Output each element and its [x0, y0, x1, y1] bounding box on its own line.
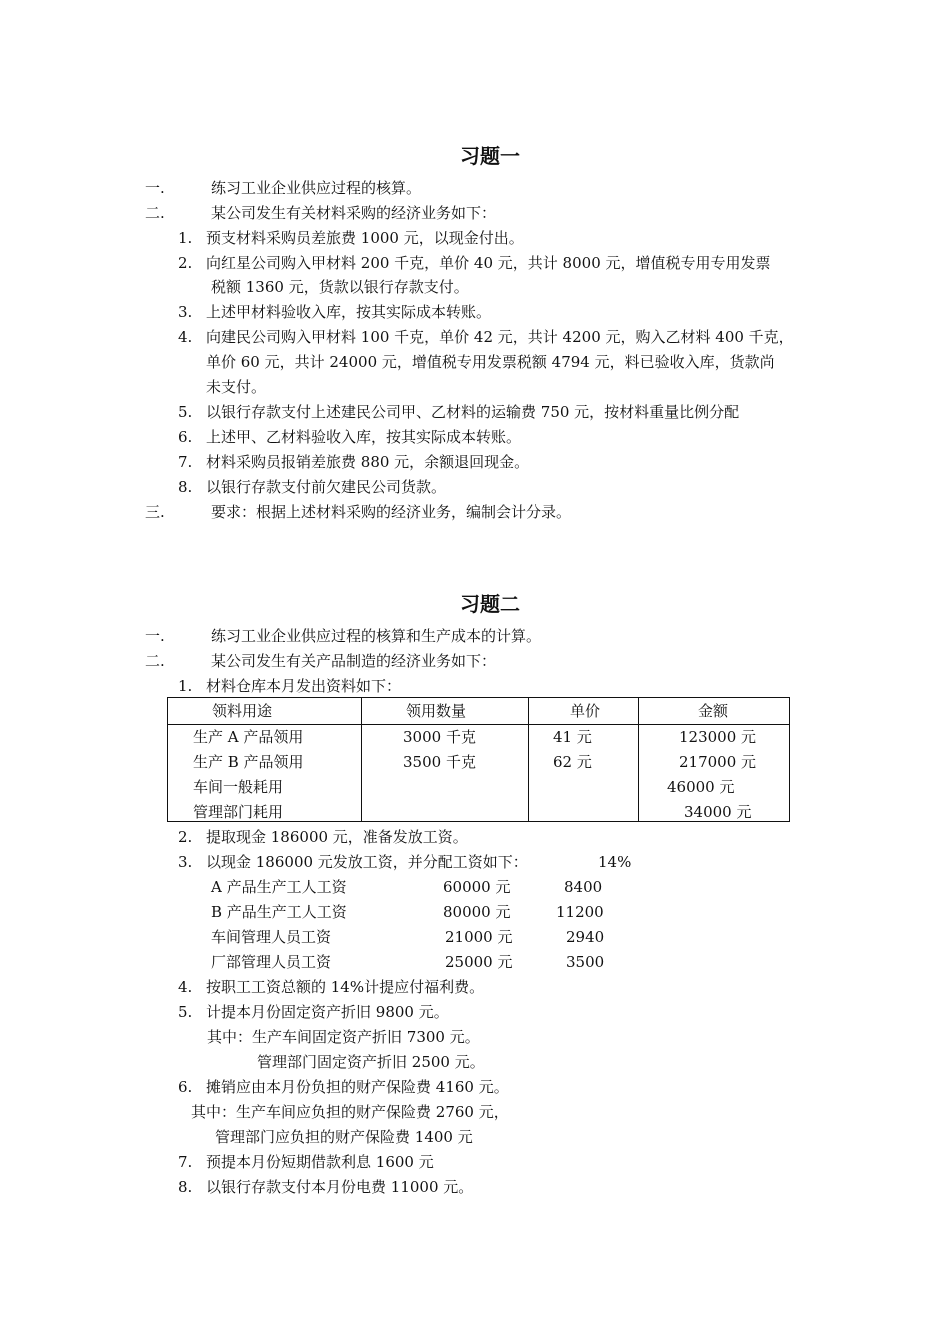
item-subline: 其中：生产车间应负担的财产保险费 2760 元， — [191, 1103, 509, 1121]
item-text: 材料采购员报销差旅费 880 元，余额退回现金。 — [206, 453, 530, 471]
table-cell-price: 62 元 — [553, 753, 592, 771]
wage-welfare: 11200 — [556, 903, 604, 921]
item-text: 以现金 186000 元发放工资，并分配工资如下： — [206, 853, 528, 871]
section-number: 一. — [145, 627, 165, 645]
section-number: 二. — [145, 204, 165, 222]
item-number: 2. — [178, 828, 193, 846]
item-text: 预支材料采购员差旅费 1000 元，以现金付出。 — [206, 229, 524, 247]
section-number: 三. — [145, 503, 165, 521]
table-divider — [528, 698, 529, 821]
item-text: 预提本月份短期借款利息 1600 元 — [206, 1153, 434, 1171]
wage-welfare: 2940 — [566, 928, 605, 946]
item-number: 6. — [178, 428, 193, 446]
item-text: 按职工工资总额的 14%计提应付福利费。 — [206, 978, 485, 996]
item-subline: 管理部门应负担的财产保险费 1400 元 — [215, 1128, 473, 1146]
table-header-price: 单价 — [570, 702, 601, 720]
table-cell-quantity: 3500 千克 — [403, 753, 476, 771]
item-text: 以银行存款支付本月份电费 11000 元。 — [206, 1178, 474, 1196]
table-header-quantity: 领用数量 — [406, 702, 467, 720]
item-text: 上述甲、乙材料验收入库，按其实际成本转账。 — [206, 428, 522, 446]
table-divider — [361, 698, 362, 821]
wage-label: B 产品生产工人工资 — [211, 903, 347, 921]
wage-welfare: 8400 — [564, 878, 603, 896]
item-number: 8. — [178, 1178, 193, 1196]
item-number: 7. — [178, 1153, 193, 1171]
item-subline: 管理部门固定资产折旧 2500 元。 — [257, 1053, 485, 1071]
table-cell-amount: 217000 元 — [679, 753, 757, 771]
exercise2-title: 习题二 — [460, 592, 520, 616]
table-cell-use: 生产 A 产品领用 — [193, 728, 304, 746]
item-text: 以银行存款支付前欠建民公司货款。 — [206, 478, 447, 496]
item-number: 1. — [178, 229, 193, 247]
section-text: 某公司发生有关材料采购的经济业务如下： — [211, 204, 497, 222]
materials-table — [167, 697, 790, 822]
table-header-use: 领料用途 — [212, 702, 273, 720]
section-text: 练习工业企业供应过程的核算。 — [211, 179, 422, 197]
item-text: 摊销应由本月份负担的财产保险费 4160 元。 — [206, 1078, 509, 1096]
wage-amount: 60000 元 — [443, 878, 511, 896]
table-divider — [638, 698, 639, 821]
exercise1-title: 习题一 — [460, 144, 520, 168]
table-header-divider — [168, 724, 789, 725]
wage-label: 车间管理人员工资 — [211, 928, 332, 946]
item-text-continued: 未支付。 — [206, 378, 267, 396]
section-text: 练习工业企业供应过程的核算和生产成本的计算。 — [211, 627, 542, 645]
section-text: 要求：根据上述材料采购的经济业务，编制会计分录。 — [211, 503, 572, 521]
item-number: 8. — [178, 478, 193, 496]
wage-amount: 21000 元 — [445, 928, 513, 946]
table-cell-use: 车间一般耗用 — [193, 778, 284, 796]
item-text: 上述甲材料验收入库，按其实际成本转账。 — [206, 303, 492, 321]
table-cell-quantity: 3000 千克 — [403, 728, 476, 746]
item-number: 5. — [178, 403, 193, 421]
item-text-continued: 单价 60 元，共计 24000 元，增值税专用发票税额 4794 元，料已验收入库，货款尚 — [206, 353, 775, 371]
section-number: 二. — [145, 652, 165, 670]
table-cell-price: 41 元 — [553, 728, 592, 746]
item-number: 2. — [178, 254, 193, 272]
item-number: 1. — [178, 677, 193, 695]
item-text: 以银行存款支付上述建民公司甲、乙材料的运输费 750 元，按材料重量比例分配 — [206, 403, 740, 421]
item-text-continued: 税额 1360 元，货款以银行存款支付。 — [211, 278, 469, 296]
wage-label: 厂部管理人员工资 — [211, 953, 332, 971]
item-number: 3. — [178, 303, 193, 321]
item-number: 6. — [178, 1078, 193, 1096]
item-text: 计提本月份固定资产折旧 9800 元。 — [206, 1003, 449, 1021]
table-cell-amount: 123000 元 — [679, 728, 757, 746]
table-cell-use: 管理部门耗用 — [193, 803, 284, 821]
welfare-rate: 14% — [598, 853, 632, 871]
item-subline: 其中：生产车间固定资产折旧 7300 元。 — [207, 1028, 480, 1046]
item-number: 4. — [178, 978, 193, 996]
wage-amount: 25000 元 — [445, 953, 513, 971]
item-number: 4. — [178, 328, 193, 346]
item-number: 3. — [178, 853, 193, 871]
section-text: 某公司发生有关产品制造的经济业务如下： — [211, 652, 497, 670]
table-cell-amount: 46000 元 — [667, 778, 735, 796]
wage-label: A 产品生产工人工资 — [211, 878, 347, 896]
wage-welfare: 3500 — [566, 953, 605, 971]
item-text: 材料仓库本月发出资料如下： — [206, 677, 402, 695]
item-number: 7. — [178, 453, 193, 471]
section-number: 一. — [145, 179, 165, 197]
item-text: 向红星公司购入甲材料 200 千克，单价 40 元，共计 8000 元，增值税专用专用发票 — [206, 254, 771, 272]
table-header-amount: 金额 — [698, 702, 729, 720]
table-cell-use: 生产 B 产品领用 — [193, 753, 304, 771]
item-text: 提取现金 186000 元，准备发放工资。 — [206, 828, 468, 846]
item-number: 5. — [178, 1003, 193, 1021]
table-cell-amount: 34000 元 — [684, 803, 752, 821]
item-text: 向建民公司购入甲材料 100 千克，单价 42 元，共计 4200 元，购入乙材料 400 千克， — [206, 328, 794, 346]
wage-amount: 80000 元 — [443, 903, 511, 921]
